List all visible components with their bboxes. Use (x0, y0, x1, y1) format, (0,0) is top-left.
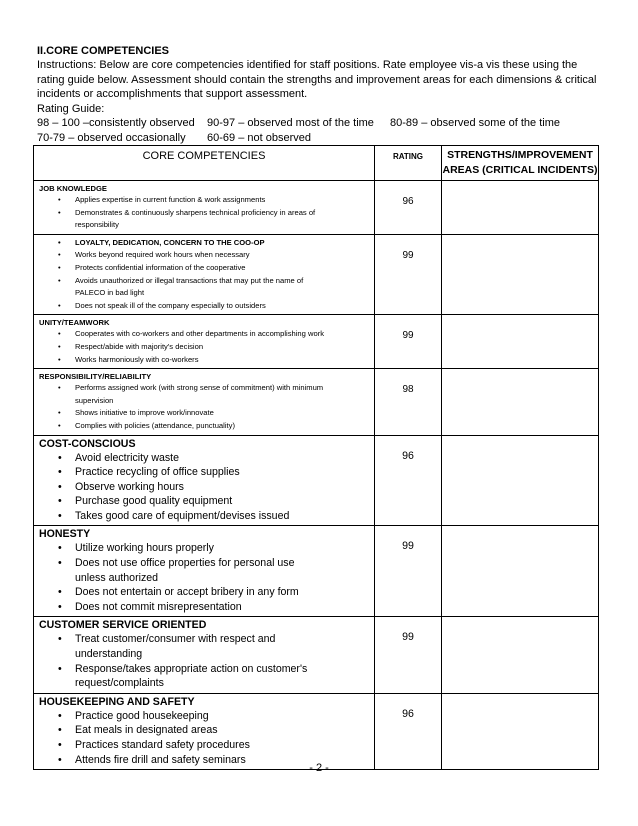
competency-list (39, 237, 370, 313)
list-item-text: Practices standard safety procedures (75, 739, 250, 751)
competency-list (39, 451, 370, 524)
competency-title: RESPONSIBILITY/RELIABILITY (39, 372, 152, 382)
bullet-icon: • (58, 739, 62, 751)
bullet-icon: • (58, 250, 61, 260)
competency-list (39, 382, 370, 432)
strengths-cell (442, 315, 599, 369)
bullet-icon: • (58, 662, 62, 675)
rating-value: 99 (375, 234, 442, 315)
header-core-competencies: CORE COMPETENCIES (34, 146, 375, 181)
list-item-text: Cooperates with co-workers and other departments in accomplishing work (75, 329, 325, 339)
rating-guide-row (37, 116, 602, 131)
rating-guide-label: Rating Guide: (37, 102, 105, 115)
list-item-text: Does not entertain or accept bribery in any form (75, 586, 299, 599)
competency-cell (34, 435, 375, 526)
table-row (34, 369, 599, 435)
list-item-text: Does not speak ill of the company especially to outsiders (75, 300, 266, 310)
strengths-cell (442, 181, 599, 235)
list-item (39, 451, 370, 466)
competency-title: CUSTOMER SERVICE ORIENTED (39, 619, 207, 632)
competency-cell (34, 693, 375, 769)
table-header-row (34, 146, 599, 181)
list-item-text: Attends fire drill and safety seminars (75, 753, 246, 766)
bullet-icon: • (58, 408, 61, 418)
rating-guide-entry: 98 – 100 –consistently observed (37, 117, 195, 129)
bullet-icon: • (58, 207, 61, 217)
rating-value: 98 (375, 369, 442, 435)
competency-title: UNITY/TEAMWORK (39, 318, 110, 328)
table-row (34, 526, 599, 617)
list-item-text: Eat meals in designated areas (75, 724, 218, 737)
bullet-icon: • (58, 354, 61, 364)
list-item (39, 420, 370, 433)
list-item-text: Treat customer/consumer with respect and understanding (75, 633, 276, 661)
list-item-text: Protects confidential information of the cooperative (75, 262, 246, 272)
strengths-cell (442, 526, 599, 617)
bullet-icon: • (58, 542, 62, 555)
rating-value: 96 (375, 693, 442, 769)
bullet-icon: • (58, 633, 62, 646)
bullet-icon: • (58, 341, 61, 351)
list-item-text: Demonstrates & continuously sharpens technical proficiency in areas of responsibility (75, 207, 316, 230)
rating-guide-entry: 70-79 – observed occasionally (37, 131, 186, 144)
bullet-icon: • (58, 420, 61, 430)
instructions-text: Instructions: Below are core competencies identified for staff positions. Rate employee vis-a vis these using the rating guide below. Assessment should contain the strengths and improvement areas for each dimensions & critical incidents or accomplishments that support assessment. (37, 59, 597, 100)
list-item-text: Avoids unauthorized or illegal transactions that may put the name of PALECO in bad light (75, 275, 304, 298)
strengths-cell (442, 693, 599, 769)
bullet-icon: • (58, 600, 62, 613)
list-item (39, 407, 370, 420)
list-item-text: Does not commit misrepresentation (75, 600, 242, 613)
rating-guide (37, 116, 602, 145)
competency-list (39, 328, 370, 366)
list-item (39, 465, 370, 480)
bullet-icon: • (58, 451, 62, 464)
bullet-icon: • (58, 709, 62, 722)
competencies-table (33, 145, 599, 770)
list-item (39, 585, 370, 600)
list-item (39, 723, 370, 738)
list-item-text: Complies with policies (attendance, punctuality) (75, 420, 235, 430)
bullet-icon: • (58, 724, 62, 737)
rating-value: 99 (375, 526, 442, 617)
list-item-text: Does not use office properties for personal use unless authorized (75, 557, 295, 584)
list-item-text: Response/takes appropriate action on customer's request/complaints (75, 662, 308, 690)
competency-title: JOB KNOWLEDGE (39, 184, 107, 193)
competency-cell (34, 369, 375, 435)
list-item-text: Performs assigned work (with strong sense of commitment) with minimum supervision (75, 383, 324, 405)
bullet-icon: • (58, 509, 62, 522)
list-item (39, 300, 370, 313)
list-item (39, 738, 370, 753)
bullet-icon: • (58, 329, 61, 339)
rating-value: 99 (375, 617, 442, 693)
document-page (37, 44, 602, 770)
rating-guide-entry: 80-89 – observed some of the time (390, 117, 560, 129)
header-rating: RATING (375, 146, 442, 181)
list-item-text: LOYALTY, DEDICATION, CONCERN TO THE COO-OP (75, 237, 265, 247)
list-item-text: Works beyond required work hours when necessary (75, 250, 250, 260)
table-row (34, 234, 599, 315)
competency-cell (34, 617, 375, 693)
bullet-icon: • (58, 237, 61, 247)
bullet-icon: • (58, 466, 62, 479)
table-row (34, 693, 599, 769)
strengths-cell (442, 369, 599, 435)
list-item-text: Shows initiative to improve work/innovate (75, 408, 214, 418)
bullet-icon: • (58, 495, 62, 508)
list-item-text: Avoid electricity waste (75, 451, 180, 464)
competency-title: HONESTY (39, 528, 91, 541)
competency-list (39, 632, 370, 690)
rating-guide-entry: 60-69 – not observed (207, 131, 311, 144)
rating-value: 99 (375, 315, 442, 369)
table-row (34, 315, 599, 369)
list-item-text: Observe working hours (75, 480, 184, 493)
bullet-icon: • (58, 275, 61, 285)
list-item (39, 600, 370, 615)
list-item (39, 662, 370, 691)
competency-cell (34, 234, 375, 315)
list-item (39, 480, 370, 495)
list-item (39, 194, 370, 207)
competency-list (39, 194, 370, 232)
list-item-text: Practice good housekeeping (75, 709, 209, 722)
list-item-text: Applies expertise in current function & work assignments (75, 195, 266, 204)
bullet-icon: • (58, 753, 62, 766)
list-item (39, 354, 370, 367)
list-item (39, 556, 370, 585)
bullet-icon: • (58, 383, 61, 393)
competency-title: HOUSEKEEPING AND SAFETY (39, 695, 195, 708)
rating-value: 96 (375, 181, 442, 235)
list-item (39, 328, 370, 341)
list-item (39, 341, 370, 354)
list-item-text: Takes good care of equipment/devises issued (75, 509, 290, 522)
page-number: - 2 - (309, 762, 329, 774)
header-strengths: STRENGTHS/IMPROVEMENT AREAS (CRITICAL INCIDENTS) (442, 146, 599, 181)
list-item (39, 237, 370, 250)
competency-list (39, 709, 370, 767)
table-row (34, 617, 599, 693)
competency-list (39, 541, 370, 614)
list-item (39, 275, 370, 300)
bullet-icon: • (58, 586, 62, 599)
strengths-cell (442, 234, 599, 315)
table-row (34, 181, 599, 235)
section-title: II.CORE COMPETENCIES (37, 45, 170, 57)
list-item-text: Respect/abide with majority's decision (75, 341, 204, 351)
list-item (39, 632, 370, 661)
list-item-text: Works harmoniously with co-workers (75, 354, 199, 364)
competency-cell (34, 181, 375, 235)
list-item-text: Utilize working hours properly (75, 542, 214, 555)
competency-cell (34, 526, 375, 617)
list-item (39, 207, 370, 232)
table-row (34, 435, 599, 526)
list-item-text: Practice recycling of office supplies (75, 466, 240, 479)
competencies-body (34, 181, 599, 770)
bullet-icon: • (58, 300, 61, 310)
competency-cell (34, 315, 375, 369)
list-item (39, 382, 370, 407)
bullet-icon: • (58, 262, 61, 272)
list-item (39, 262, 370, 275)
list-item (39, 709, 370, 724)
rating-guide-entry: 90-97 – observed most of the time (207, 117, 374, 129)
rating-value: 96 (375, 435, 442, 526)
bullet-icon: • (58, 557, 62, 570)
strengths-cell (442, 435, 599, 526)
list-item (39, 249, 370, 262)
rating-guide-row (37, 131, 602, 146)
bullet-icon: • (58, 195, 61, 204)
bullet-icon: • (58, 480, 62, 493)
list-item (39, 494, 370, 509)
strengths-cell (442, 617, 599, 693)
list-item (39, 541, 370, 556)
list-item-text: Purchase good quality equipment (75, 495, 233, 508)
list-item (39, 509, 370, 524)
competency-title: COST-CONSCIOUS (39, 437, 136, 450)
